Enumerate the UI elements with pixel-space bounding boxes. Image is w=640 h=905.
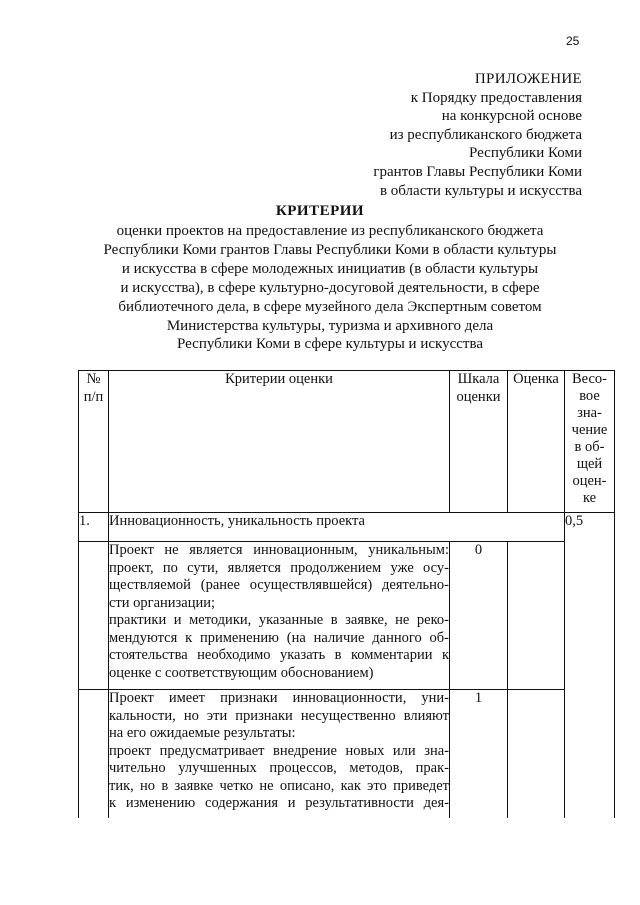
empty-cell [79,542,109,690]
subtitle-line: и искусства в сфере молодежных инициатив (в области культуры [121,260,539,277]
appendix-line: грантов Главы Республики Коми [373,163,582,180]
table-row [79,542,615,690]
header-number: № п/п [79,371,109,513]
table-row [79,690,615,819]
page-number: 25 [566,34,580,48]
subtitle-line: библиотечного дела, в сфере музейного дела Экспертным советом [118,298,542,315]
header-criteria: Критерии оценки [109,371,450,513]
subtitle-line: Министерства культуры, туризма и архивного дела [166,317,494,334]
table-row [79,513,615,542]
header-weight: Весо- вое зна- чение в об- щей оцен- ке [565,371,615,513]
subtitle-line: и искусства), в сфере культурно-досуговой деятельности, в сфере [120,279,540,296]
subtitle-line: Республики Коми в сфере культуры и искусства [176,336,483,353]
document-title: КРИТЕРИИ [275,203,365,219]
option-description: Проект не является инновационным, уникальным: проект, по сути, является продолжением уже осу- ществляемой (ранее осуществлявшейся) деятельно- сти организации; практики и методики, указанные в заявке, не реко- мендуются к применению (на наличие данного об- стоятельства необходимо указать в комментарии к оценке с соответствующим обоснованием) [109,542,450,690]
appendix-line: Республики Коми [469,145,582,162]
document-subtitle [70,222,590,354]
appendix-block [282,70,582,200]
row-number: 1. [79,513,109,542]
option-score [508,542,565,690]
criteria-table [78,370,615,818]
empty-cell [79,690,109,819]
table-header-row [79,371,615,513]
subtitle-line: оценки проектов на предоставление из республиканского бюджета [116,223,544,239]
header-scale: Шкала оценки [450,371,508,513]
appendix-heading: ПРИЛОЖЕНИЕ [474,71,582,87]
option-description: Проект имеет признаки инновационности, уни- кальности, но эти признаки несущественно влияют на его ожидаемые результаты: проект предусматривает внедрение новых или зна- чительно улучшенных процессов, методов, прак- тик, но в заявке четко не описано, как это приведет к изменению содержания и результативности дея- [109,690,450,819]
subtitle-line: Республики Коми грантов Главы Республики Коми в области культуры [103,241,557,258]
header-score: Оценка [508,371,565,513]
option-score [508,690,565,819]
option-scale: 1 [450,690,508,819]
row-criterion: Инновационность, уникальность проекта [109,513,565,542]
appendix-line: к Порядку предоставления [410,89,582,106]
appendix-line: на конкурсной основе [441,108,582,125]
option-scale: 0 [450,542,508,690]
appendix-line: в области культуры и искусства [379,182,582,199]
appendix-line: из республиканского бюджета [389,126,582,143]
row-weight: 0,5 [565,513,615,819]
